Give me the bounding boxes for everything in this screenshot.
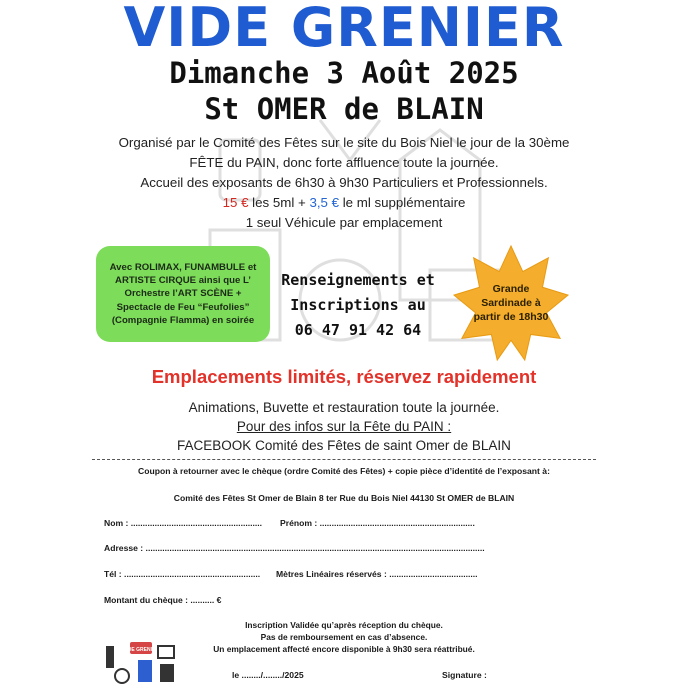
extra-price: 3,5 € xyxy=(309,195,340,210)
date-signature-field: le ......../......../2025 xyxy=(232,670,304,680)
intro-line-1: Organisé par le Comité des Fêtes sur le site du Bois Niel le jour de la 30ème xyxy=(118,135,570,150)
event-date: Dimanche 3 Août 2025 xyxy=(169,56,519,90)
price-text-1: les 5ml + xyxy=(248,195,310,210)
adresse-field: Adresse : .............................................................................................................................................. xyxy=(104,543,485,553)
sardinade-text xyxy=(452,244,570,362)
animations-block xyxy=(0,398,688,455)
entertainment-box xyxy=(96,246,270,342)
limited-places-banner: Emplacements limités, réservez rapidement xyxy=(151,366,537,387)
montant-field: Montant du chèque : .......... € xyxy=(104,595,222,605)
facebook-line: FACEBOOK Comité des Fêtes de saint Omer de BLAIN xyxy=(177,438,511,453)
prenom-field: Prénom : ................................................................. xyxy=(280,518,475,528)
contact-block xyxy=(272,268,444,343)
event-place: St OMER de BLAIN xyxy=(204,92,484,126)
signature-field: Signature : xyxy=(442,670,487,680)
intro-line-4 xyxy=(90,193,598,213)
intro-line-3: Accueil des exposants de 6h30 à 9h30 Particuliers et Professionnels. xyxy=(140,175,548,190)
validation-line-2: Pas de remboursement en cas d’absence. xyxy=(260,632,428,642)
intro-block xyxy=(90,133,598,233)
price-text-2: le ml supplémentaire xyxy=(339,195,466,210)
base-price: 15 € xyxy=(222,195,249,210)
sardinade-line-3: partir de 18h30 xyxy=(473,311,549,323)
sardinade-line-1: Grande xyxy=(492,283,530,295)
intro-line-2: FÊTE du PAIN, donc forte affluence toute la journée. xyxy=(189,155,499,170)
validation-line-1: Inscription Validée qu’après réception du chèque. xyxy=(245,620,443,630)
intro-line-5: 1 seul Véhicule par emplacement xyxy=(245,215,443,230)
animations-line-1: Animations, Buvette et restauration toute la journée. xyxy=(188,400,500,415)
contact-line-1: Renseignements et xyxy=(281,271,435,289)
sardinade-line-2: Sardinade à xyxy=(481,297,541,309)
phone-number: 06 47 91 42 64 xyxy=(294,321,422,339)
coupon-instructions: Coupon à retourner avec le chèque (ordre Comité des Fêtes) + copie pièce d’identité de l’exposant à: xyxy=(138,466,550,476)
vide-grenier-logo xyxy=(104,640,180,686)
validation-line-3: Un emplacement affecté encore disponible à 9h30 sera réattribué. xyxy=(213,644,475,654)
nom-field: Nom : ....................................................... xyxy=(104,518,263,528)
info-link-label: Pour des infos sur la Fête du PAIN : xyxy=(236,419,452,434)
coupon-address: Comité des Fêtes St Omer de Blain 8 ter Rue du Bois Niel 44130 St OMER de BLAIN xyxy=(173,493,515,503)
contact-line-2: Inscriptions au xyxy=(290,296,426,314)
metres-field: Mètres Linéaires réservés : ..................................... xyxy=(276,569,478,579)
cut-line-divider xyxy=(92,459,596,460)
event-title: VIDE GRENIER xyxy=(123,0,565,59)
logo-text: VIDE GRENIER xyxy=(123,647,159,653)
entertainment-text: Avec ROLIMAX, FUNAMBULE et ARTISTE CIRQUE ainsi que L’ Orchestre l’ART SCÈNE + Spectacle de Feu “Feufolies” (Compagnie Flamma) en soirée xyxy=(109,261,257,326)
tel-field: Tél : ......................................................... xyxy=(104,569,261,579)
